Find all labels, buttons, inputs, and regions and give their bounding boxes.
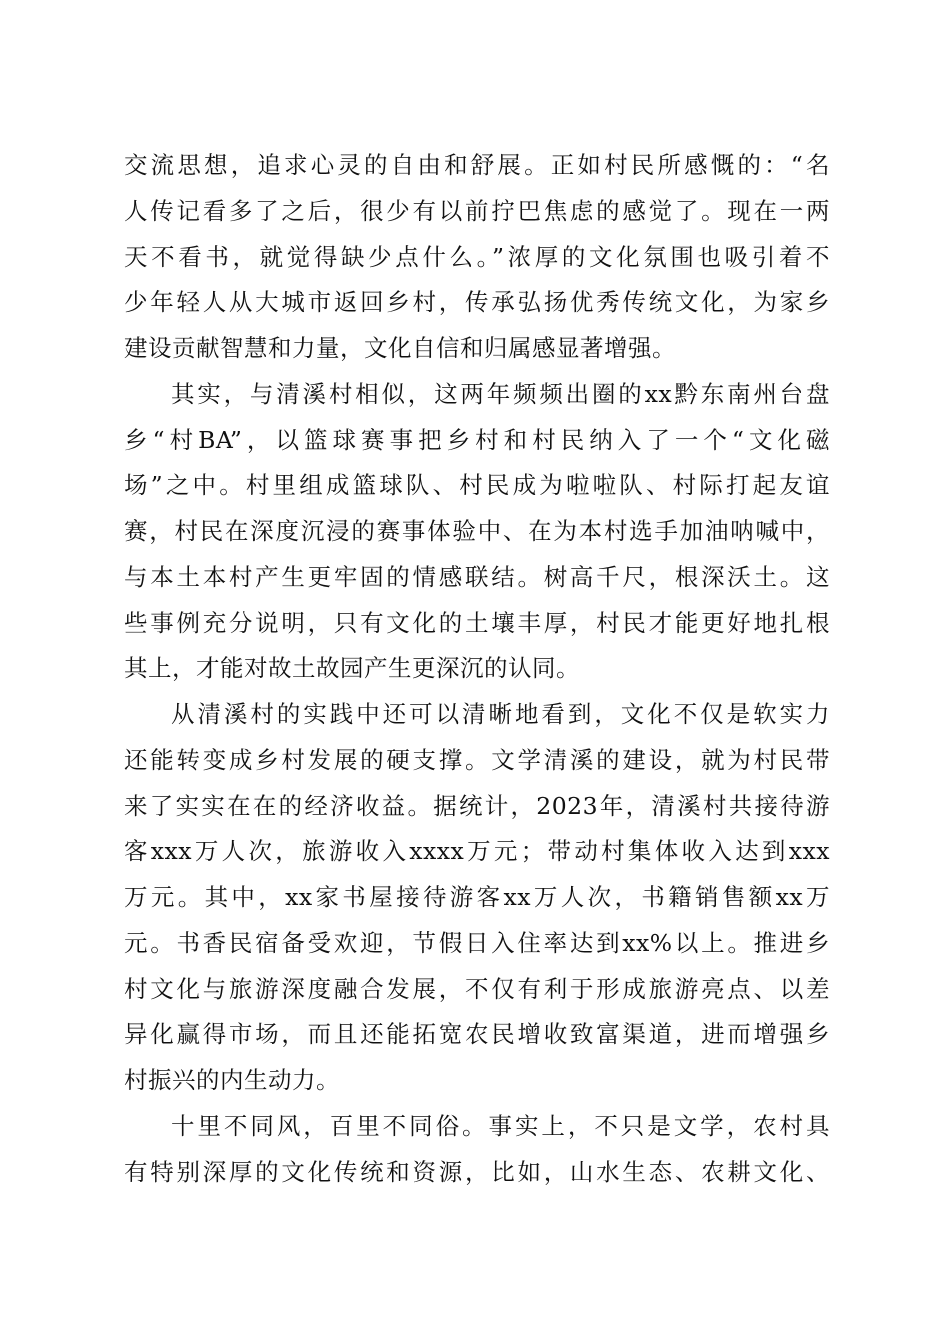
text-line: 异化赢得市场，而且还能拓宽农民增收致富渠道，进而增强乡 xyxy=(124,1020,830,1049)
text-line: 还能转变成乡村发展的硬支撑。文学清溪的建设，就为村民带 xyxy=(124,745,830,774)
text-line: 人传记看多了之后，很少有以前拧巴焦虑的感觉了。现在一两 xyxy=(124,196,830,225)
text-line: 些事例充分说明，只有文化的土壤丰厚，村民才能更好地扎根 xyxy=(124,608,830,637)
paragraph-3 xyxy=(124,692,830,1104)
text-line: 客xxx万人次，旅游收入xxxx万元；带动村集体收入达到xxx xyxy=(124,837,830,866)
text-line: 少年轻人从大城市返回乡村，传承弘扬优秀传统文化，为家乡 xyxy=(124,288,830,317)
text-line: 乡“村BA”，以篮球赛事把乡村和村民纳入了一个“文化磁 xyxy=(124,425,830,454)
text-line: 村文化与旅游深度融合发展，不仅有利于形成旅游亮点、以差 xyxy=(124,974,830,1003)
text-line: 其上，才能对故土故园产生更深沉的认同。 xyxy=(124,654,580,683)
paragraph-1 xyxy=(124,143,830,372)
text-line: 村振兴的内生动力。 xyxy=(124,1066,340,1094)
text-line: 赛，村民在深度沉浸的赛事体验中、在为本村选手加油呐喊中， xyxy=(124,517,830,545)
text-line: 有特别深厚的文化传统和资源，比如，山水生态、农耕文化、 xyxy=(124,1157,830,1186)
text-line: 场”之中。村里组成篮球队、村民成为啦啦队、村际打起友谊 xyxy=(124,471,830,500)
text-line: 元。书香民宿备受欢迎，节假日入住率达到xx%以上。推进乡 xyxy=(124,928,830,957)
text-line: 天不看书，就觉得缺少点什么。”浓厚的文化氛围也吸引着不 xyxy=(124,242,830,271)
text-line: 其实，与清溪村相似，这两年频频出圈的xx黔东南州台盘 xyxy=(171,379,830,408)
text-line: 万元。其中，xx家书屋接待游客xx万人次，书籍销售额xx万 xyxy=(124,883,830,911)
text-line: 建设贡献智慧和力量，文化自信和归属感显著增强。 xyxy=(124,334,676,362)
text-line: 与本土本村产生更牢固的情感联结。树高千尺，根深沃土。这 xyxy=(124,562,830,591)
paragraph-2 xyxy=(124,372,830,692)
body-text xyxy=(124,143,830,1195)
text-line: 交流思想，追求心灵的自由和舒展。正如村民所感慨的：“名 xyxy=(124,151,830,179)
text-line: 来了实实在在的经济收益。据统计，2023年，清溪村共接待游 xyxy=(124,791,830,820)
text-line: 十里不同风，百里不同俗。事实上，不只是文学，农村具 xyxy=(171,1111,830,1140)
text-line: 从清溪村的实践中还可以清晰地看到，文化不仅是软实力 xyxy=(171,700,830,728)
paragraph-4 xyxy=(124,1104,830,1196)
